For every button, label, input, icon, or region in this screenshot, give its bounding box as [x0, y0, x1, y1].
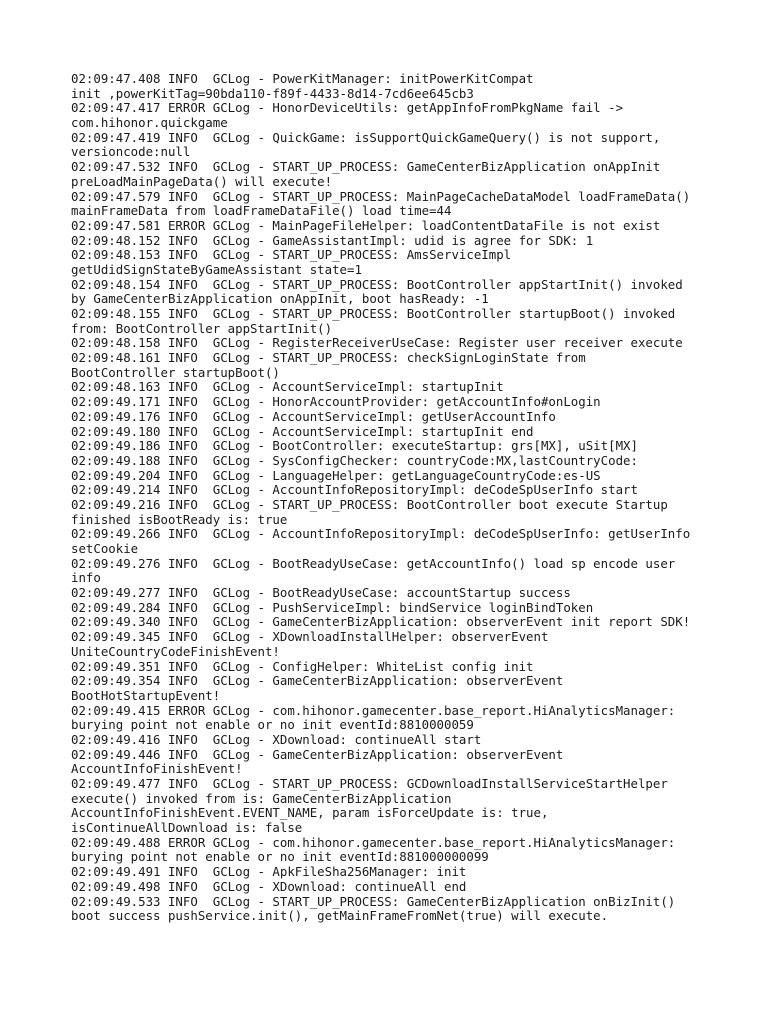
log-line: finished isBootReady is: true	[71, 512, 288, 527]
log-line: 02:09:48.163 INFO GCLog - AccountServiceImpl: startupInit	[71, 380, 504, 395]
log-line: 02:09:49.266 INFO GCLog - AccountInfoRepositoryImpl: deCodeSpUserInfo: getUserInfo	[71, 527, 691, 542]
log-line: BootController startupBoot()	[71, 365, 280, 380]
log-line: execute() invoked from is: GameCenterBizApplication	[71, 791, 452, 806]
log-line: 02:09:48.152 INFO GCLog - GameAssistantImpl: udid is agree for SDK: 1	[71, 233, 594, 248]
log-line: burying point not enable or no init eventId:8810000059	[71, 718, 474, 733]
log-line: 02:09:49.533 INFO GCLog - START_UP_PROCESS: GameCenterBizApplication onBizInit()	[71, 894, 676, 909]
log-line: 02:09:47.581 ERROR GCLog - MainPageFileHelper: loadContentDataFile is not exist	[71, 218, 661, 233]
log-line: 02:09:49.351 INFO GCLog - ConfigHelper: WhiteList config init	[71, 659, 534, 674]
log-line: preLoadMainPageData() will execute!	[71, 174, 333, 189]
log-line: BootHotStartupEvent!	[71, 688, 221, 703]
log-line: 02:09:48.155 INFO GCLog - START_UP_PROCESS: BootController startupBoot() invoked	[71, 307, 676, 321]
log-line: 02:09:49.186 INFO GCLog - BootController: executeStartup: grs[MX], uSit[MX]	[71, 439, 638, 454]
log-line: by GameCenterBizApplication onAppInit, boot hasReady: -1	[71, 292, 489, 307]
log-line: 02:09:49.171 INFO GCLog - HonorAccountProvider: getAccountInfo#onLogin	[71, 395, 601, 410]
log-line: 02:09:47.419 INFO GCLog - QuickGame: isSupportQuickGameQuery() is not support,	[71, 130, 661, 145]
log-line: 02:09:47.579 INFO GCLog - START_UP_PROCESS: MainPageCacheDataModel loadFrameData()	[71, 189, 691, 204]
log-line: 02:09:49.340 INFO GCLog - GameCenterBizApplication: observerEvent init report SDK!	[71, 615, 691, 630]
log-line: 02:09:48.161 INFO GCLog - START_UP_PROCESS: checkSignLoginState from	[71, 351, 586, 366]
log-line: 02:09:48.154 INFO GCLog - START_UP_PROCESS: BootController appStartInit() invoked	[71, 277, 683, 292]
log-line: 02:09:49.498 INFO GCLog - XDownload: continueAll end	[71, 879, 467, 894]
log-document	[71, 72, 711, 924]
log-line: isContinueAllDownload is: false	[71, 821, 303, 836]
log-line: 02:09:49.416 INFO GCLog - XDownload: continueAll start	[71, 732, 482, 747]
log-line: 02:09:49.488 ERROR GCLog - com.hihonor.gamecenter.base_report.HiAnalyticsManager:	[71, 835, 676, 850]
log-line: setCookie	[71, 542, 139, 556]
log-line: 02:09:49.276 INFO GCLog - BootReadyUseCase: getAccountInfo() load sp encode user	[71, 556, 676, 571]
log-line: versioncode:null	[71, 145, 191, 160]
log-line: getUdidSignStateByGameAssistant state=1	[71, 262, 362, 277]
log-line: 02:09:49.477 INFO GCLog - START_UP_PROCESS: GCDownloadInstallServiceStartHelper	[71, 777, 668, 791]
log-line: 02:09:47.408 INFO GCLog - PowerKitManager: initPowerKitCompat	[71, 72, 534, 86]
log-line: UniteCountryCodeFinishEvent!	[71, 644, 280, 659]
log-line: 02:09:48.153 INFO GCLog - START_UP_PROCESS: AmsServiceImpl	[71, 248, 512, 263]
log-line: 02:09:49.188 INFO GCLog - SysConfigChecker: countryCode:MX,lastCountryCode:	[71, 453, 638, 468]
log-line: from: BootController appStartInit()	[71, 321, 333, 336]
log-line: 02:09:49.415 ERROR GCLog - com.hihonor.gamecenter.base_report.HiAnalyticsManager:	[71, 703, 676, 718]
log-line: mainFrameData from loadFrameDataFile() load time=44	[71, 204, 452, 219]
log-line: info	[71, 571, 101, 586]
log-line: 02:09:49.345 INFO GCLog - XDownloadInstallHelper: observerEvent	[71, 630, 549, 645]
log-line: 02:09:49.180 INFO GCLog - AccountServiceImpl: startupInit end	[71, 424, 534, 439]
log-line: 02:09:49.446 INFO GCLog - GameCenterBizApplication: observerEvent	[71, 747, 564, 762]
log-line: 02:09:49.216 INFO GCLog - START_UP_PROCESS: BootController boot execute Startup	[71, 497, 668, 512]
log-line: 02:09:47.417 ERROR GCLog - HonorDeviceUtils: getAppInfoFromPkgName fail ->	[71, 101, 624, 116]
log-line: 02:09:49.354 INFO GCLog - GameCenterBizApplication: observerEvent	[71, 674, 564, 689]
log-line: init ,powerKitTag=90bda110-f89f-4433-8d14-7cd6ee645cb3	[71, 86, 474, 101]
log-line: 02:09:49.176 INFO GCLog - AccountServiceImpl: getUserAccountInfo	[71, 409, 556, 424]
log-line: AccountInfoFinishEvent.EVENT_NAME, param isForceUpdate is: true,	[71, 806, 549, 821]
log-line: 02:09:49.284 INFO GCLog - PushServiceImpl: bindService loginBindToken	[71, 600, 594, 615]
log-line: 02:09:49.277 INFO GCLog - BootReadyUseCase: accountStartup success	[71, 586, 571, 601]
log-line: com.hihonor.quickgame	[71, 116, 228, 131]
log-line: boot success pushService.init(), getMainFrameFromNet(true) will execute.	[71, 909, 609, 924]
log-line: 02:09:49.491 INFO GCLog - ApkFileSha256Manager: init	[71, 865, 467, 880]
log-line: 02:09:49.214 INFO GCLog - AccountInfoRepositoryImpl: deCodeSpUserInfo start	[71, 483, 638, 498]
log-line: AccountInfoFinishEvent!	[71, 762, 243, 777]
log-line: burying point not enable or no init eventId:881000000099	[71, 850, 489, 865]
log-line: 02:09:48.158 INFO GCLog - RegisterReceiverUseCase: Register user receiver execute	[71, 336, 683, 351]
log-line: 02:09:47.532 INFO GCLog - START_UP_PROCESS: GameCenterBizApplication onAppInit	[71, 160, 661, 175]
log-line: 02:09:49.204 INFO GCLog - LanguageHelper: getLanguageCountryCode:es-US	[71, 468, 601, 483]
